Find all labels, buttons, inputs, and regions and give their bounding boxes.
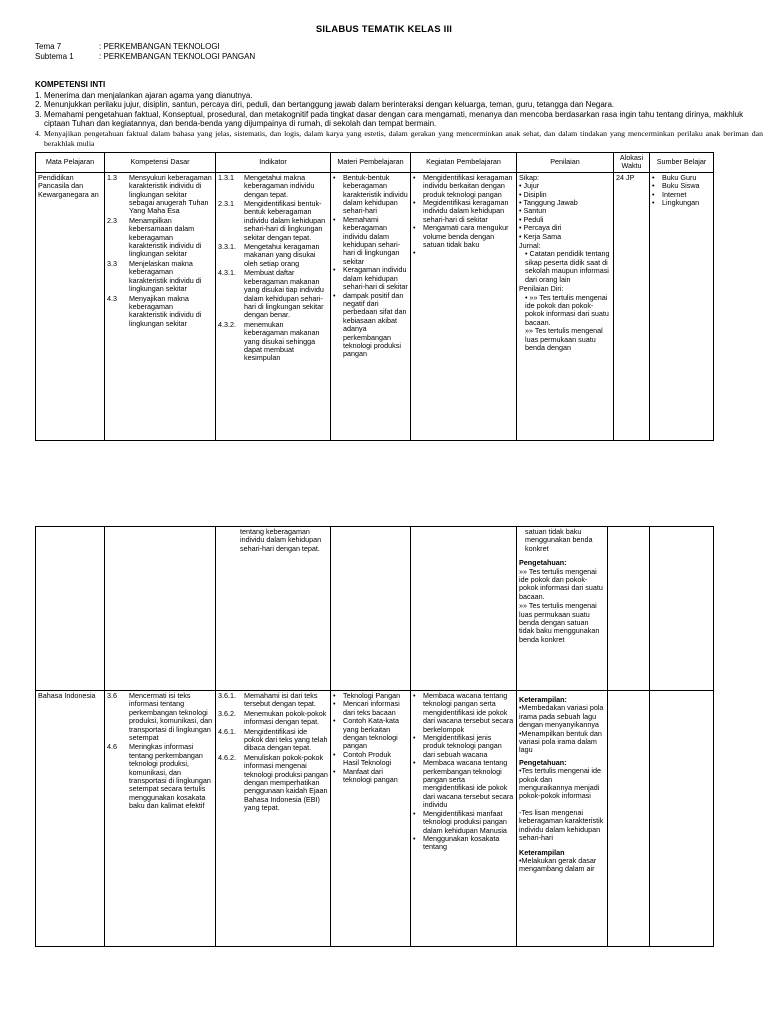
syllabus-table-part2 bbox=[35, 526, 714, 947]
subject-cell: Bahasa Indonesia bbox=[36, 691, 105, 947]
list-item: • Tanggung Jawab bbox=[519, 198, 578, 208]
assessment-continued: satuan tidak baku menggunakan benda konkret bbox=[525, 527, 593, 553]
skills-label: Keterampilan: bbox=[519, 695, 567, 704]
subject-cell: Pendidikan Pancasila dan Kewarganegara an bbox=[36, 172, 105, 440]
ki-item: 2. Menunjukkan perilaku jujur, disiplin, santun, percaya diri, peduli, dan bertanggung jawab dalam berinteraksi dengan keluarga, teman, guru, tetangga dan Negara. bbox=[35, 100, 615, 110]
list-item: • Kerja Sama bbox=[519, 231, 562, 241]
list-item: • Mencari informasi dari teks bacaan bbox=[333, 700, 408, 717]
assessment-cell bbox=[517, 527, 608, 691]
indicator-cell bbox=[216, 527, 331, 691]
list-item: • Buku Guru bbox=[652, 174, 711, 182]
theme-key: Tema 7 bbox=[35, 42, 62, 51]
list-item: • Memahami keberagaman individu dalam kehidupan sehari-hari di lingkungan sekitar bbox=[333, 216, 408, 266]
time-allocation-cell: 24 JP bbox=[614, 172, 650, 440]
table-row bbox=[36, 527, 714, 691]
assessment-cell bbox=[517, 691, 608, 947]
header-cell: Alokasi Waktu bbox=[614, 153, 650, 173]
theme-value: : PERKEMBANGAN TEKNOLOGI bbox=[99, 42, 220, 51]
list-item: • Percaya diri bbox=[519, 223, 562, 233]
basic-competency-cell: 1.3 Mensyukuri keberagaman karakteristik individu di lingkungan sekitar sebagai anugerah Tuhan Yang Maha Esa 2.3 Menampilkan kebersamaan dalam keberagaman karakteristik individu di lingkungan sekitar 3.3 Menjelaskan makna keberagaman karakteristik individu di lingkungan sekitar 4.3 Menyajikan makna keberagaman karakteristik individu di lingkungan sekitar bbox=[105, 172, 216, 440]
list-item: •Melakukan gerak dasar mengambang dalam air bbox=[519, 855, 597, 874]
basic-competency-cell: 3.6 Mencermati isi teks informasi tentang perkembangan teknologi produksi, komunikasi, dan transportasi di lingkungan setempat 4.6 Meringkas informasi tentang perkembangan teknologi produksi, komunikasi, dan transportasi di lingkungan setempat secara tertulis menggunakan kosakata baku dan kalimat efektif bbox=[105, 691, 216, 947]
header-row bbox=[36, 153, 714, 173]
activity-cell bbox=[411, 172, 517, 440]
list-item: • Mengidentifikasi jenis produk teknologi pangan dari sebuah wacana bbox=[413, 734, 514, 759]
list-item: • Membaca wacana tentang perkembangan teknologi pangan serta mengidentifikasi ide pokok dari wacana tersebut secara individu bbox=[413, 759, 514, 809]
knowledge-label: Pengetahuan: bbox=[519, 757, 567, 767]
list-item: • Disiplin bbox=[519, 189, 547, 199]
list-item: • Teknologi Pangan bbox=[333, 692, 408, 700]
list-item: • Lingkungan bbox=[652, 199, 711, 207]
list-item: »» Tes tertulis mengenal luas permukaan suatu benda dengan bbox=[525, 326, 603, 352]
indicator-continued: tentang keberagaman individu dalam kehidupan sehari-hari dengan tepat. bbox=[240, 527, 322, 553]
list-item: •Tes tertulis mengenai ide pokok dan menguraikannya menjadi pokok-pokok informasi bbox=[519, 766, 602, 801]
subtheme-value: : PERKEMBANGAN TEKNOLOGI PANGAN bbox=[99, 52, 256, 61]
self-assessment-label: Penilaian Diri: bbox=[519, 284, 564, 294]
syllabus-table-part1 bbox=[35, 152, 714, 441]
assessment-cell bbox=[517, 172, 614, 440]
list-item: • Mengidentifikasi manfaat teknologi produksi pangan dalam kehidupan Manusia bbox=[413, 810, 514, 835]
header-cell: Sumber Belajar bbox=[650, 153, 714, 173]
header-cell: Indikator bbox=[216, 153, 331, 173]
list-item: • dampak positif dan negatif dari perbedaan sifat dan kebiasaan akibat adanya perkembangan teknologi produksi pangan bbox=[333, 292, 408, 359]
list-item: • Buku Siswa bbox=[652, 182, 711, 190]
list-item: • Mengidentifikasi keragaman individu berkaitan dengan produk teknologi pangan bbox=[413, 174, 514, 199]
table-row bbox=[36, 172, 714, 440]
list-item: • Keragaman individu dalam kehidupan sehari-hari di sekitar bbox=[333, 266, 408, 291]
material-cell bbox=[331, 172, 411, 440]
list-item: »» Tes tertulis mengenai luas permukaan suatu benda dengan satuan tidak baku menggunakan benda konkret bbox=[519, 601, 600, 644]
list-item: • Peduli bbox=[519, 214, 544, 224]
header-cell: Kompetensi Dasar bbox=[105, 153, 216, 173]
document-title: SILABUS TEMATIK KELAS III bbox=[315, 24, 453, 35]
list-item: • Jujur bbox=[519, 181, 540, 191]
list-item: • Manfaat dari teknologi pangan bbox=[333, 768, 408, 785]
indicator-cell: 3.6.1. Memahami isi dari teks tersebut dengan tepat. 3.6.2. Menemukan pokok-pokok informasi dengan tepat. 4.6.1. Mengidentifikasi ide pokok dari teks yang telah dibaca dengan tepat. 4.6.2. Menuliskan pokok-pokok informasi mengenai teknologi produksi pangan dengan memperhatikan penggunaan kaidah Ejaan Bahasa Indonesia (EBI) yang tepat. bbox=[216, 691, 331, 947]
core-competencies bbox=[35, 80, 763, 148]
header-cell: Materi Pembelajaran bbox=[331, 153, 411, 173]
indicator-cell: 1.3.1 Mengetahui makna keberagaman individu dengan tepat. 2.3.1 Mengidentifikasi bentuk-bentuk keberagaman individu dalam kehidupan sehari-hari di lingkungan sekitar dengan tepat. 3.3.1. Mengetahui keragaman makanan yang disukai oleh setiap orang 4.3.1. Membuat daftar keberagaman makanan yang disukai tiap individu dalam kehidupan sehari-hari di lingkungan sekitar dengan benar. 4.3.2. menemukan keberagaman makanan yang disukai sehingga dapat membuat kesimpulan bbox=[216, 172, 331, 440]
list-item: • Bentuk-bentuk keberagaman karakteristik individu dalam kehidupan sehari-hari bbox=[333, 174, 408, 216]
list-item: • Internet bbox=[652, 191, 711, 199]
activity-cell bbox=[411, 691, 517, 947]
attitude-label: Sikap: bbox=[519, 172, 539, 182]
knowledge-label: Pengetahuan: bbox=[519, 558, 567, 568]
list-item: -Tes lisan mengenai keberagaman karakteristik individu dalam kehidupan sehari-hari bbox=[519, 807, 604, 843]
header-cell: Kegiatan Pembelajaran bbox=[411, 153, 517, 173]
list-item: • Megidentifikasi keragaman individu dalam kehidupan sehari-hari di sekitar bbox=[413, 199, 514, 224]
list-item: • Menggunakan kosakata tentang bbox=[413, 835, 514, 852]
list-item: • Santun bbox=[519, 206, 547, 216]
ki-item: 4. Menyajikan pengetahuan faktual dalam bahasa yang jelas, sistematis, dan logis, dalam karya yang estetis, dalam gerakan yang mencerminkan anak sehat, dan dalam tindakan yang mencerminkan perilaku anak beriman dan berakhlak mulia bbox=[35, 128, 763, 148]
header-cell: Mata Pelajaran bbox=[36, 153, 105, 173]
list-item: »» Tes tertulis mengenai ide pokok dan pokok-pokok informasi dari suatu bacaan. bbox=[519, 566, 603, 601]
list-item: • Contoh Produk Hasil Teknologi bbox=[333, 751, 408, 768]
list-item: • Membaca wacana tentang teknologi pangan serta mengidentifikasi ide pokok dari wacana tersebut secara berkelompok bbox=[413, 692, 514, 734]
learning-resources-cell bbox=[650, 172, 714, 440]
ki-item: 1. Menerima dan menjalankan ajaran agama yang dianutnya. bbox=[35, 90, 253, 100]
table-row bbox=[36, 691, 714, 947]
list-item: •Membedakan variasi pola irama pada sebuah lagu dengan menyanyikannya bbox=[519, 703, 604, 730]
subtheme-key: Subtema 1 bbox=[35, 52, 74, 61]
header-cell: Penilaian bbox=[517, 153, 614, 173]
theme-info bbox=[35, 42, 255, 62]
core-competencies-heading: KOMPETENSI INTI bbox=[35, 80, 106, 89]
journal-label: Jurnal: bbox=[519, 241, 541, 251]
list-item: •Menampilkan bentuk dan variasi pola irama dalam lagu bbox=[519, 728, 602, 755]
list-item: • Contoh Kata-kata yang berkaitan dengan teknologi pangan bbox=[333, 717, 408, 751]
list-item: • Mengamati cara mengukur volume benda dengan satuan tidak baku bbox=[413, 224, 514, 249]
list-item: • »» Tes tertulis mengenai ide pokok dan pokok-pokok informasi dari suatu bacaan. bbox=[525, 292, 609, 327]
journal-text: • Catatan pendidik tentang sikap peserta didik saat di sekolah maupun informasi dari orang lain bbox=[525, 249, 610, 284]
skills-label: Keterampilan bbox=[519, 847, 565, 857]
ki-item: 3. Memahami pengetahuan faktual, Konseptual, prosedural, dan metakognitif pada tingkat dasar dengan cara mengamati, menanya dan mencoba berdasarkan rasa ingin tahu tentang dirinya, makhluk ciptaan Tuhan dan kegiatannya, dan benda-benda yang dijumpainya di rumah, di sekolah dan tempat bermain. bbox=[35, 109, 744, 129]
material-cell bbox=[331, 691, 411, 947]
